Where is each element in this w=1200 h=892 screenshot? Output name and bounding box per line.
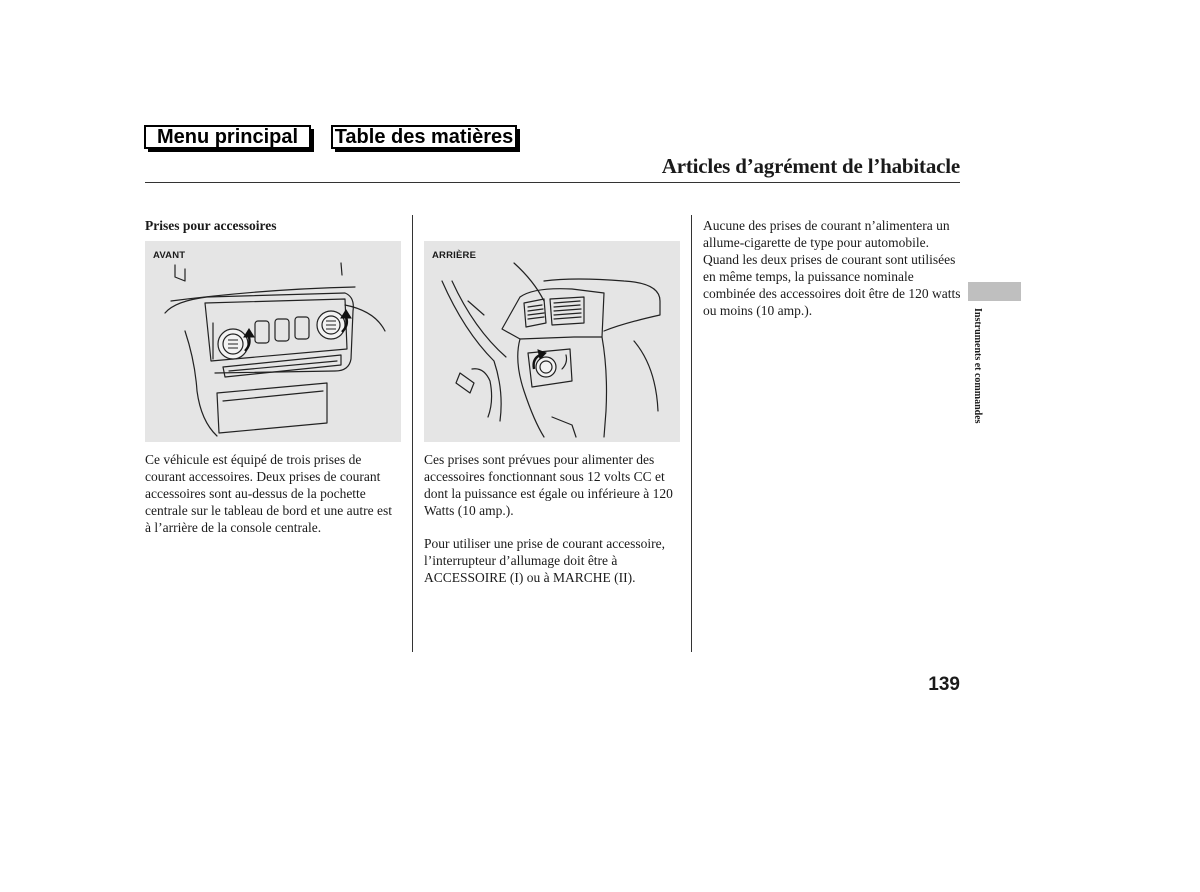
table-of-contents-button[interactable] — [331, 125, 517, 149]
front-power-outlets-figure — [145, 241, 401, 442]
front-figure-label: AVANT — [153, 250, 186, 261]
subheading: Prises pour accessoires — [145, 218, 277, 233]
chapter-tab — [968, 282, 1021, 301]
column-2-paragraph-2: Pour utiliser une prise de courant accessoire, l’interrupteur d’allumage doit être à ACCESSOIRE (I) ou à MARCHE (II). — [424, 536, 666, 585]
page-number: 139 — [928, 674, 960, 695]
chapter-label: Instruments et commandes — [972, 308, 983, 424]
main-menu-label: Menu principal — [156, 126, 299, 148]
main-menu-button[interactable] — [144, 125, 311, 149]
rear-power-outlet-figure — [424, 241, 680, 442]
front-dashboard-illustration — [145, 241, 401, 442]
column-1-paragraph: Ce véhicule est équipé de trois prises de courant accessoires. Deux prises de courant accessoires sont au-dessus de la pochette centrale sur le tableau de bord et une autre est à l’arrière de la console centrale. — [145, 452, 393, 535]
column-divider-1 — [412, 215, 413, 652]
section-title: Articles d’agrément de l’habitacle — [661, 154, 960, 178]
title-divider — [145, 182, 960, 183]
column-divider-2 — [691, 215, 692, 652]
table-of-contents-label: Table des matières — [334, 126, 514, 148]
rear-figure-label: ARRIÈRE — [432, 250, 477, 261]
column-2-paragraph-1: Ces prises sont prévues pour alimenter des accessoires fonctionnant sous 12 volts CC et dont la puissance est égale ou inférieure à 120 Watts (10 amp.). — [424, 452, 673, 518]
column-3-paragraph: Aucune des prises de courant n’alimentera un allume-cigarette de type pour automobile. Quand les deux prises de courant sont utilisées en même temps, la puissance nominale combinée des accessoires doit être de 120 watts ou moins (10 amp.). — [703, 218, 961, 318]
rear-console-illustration — [424, 241, 680, 442]
